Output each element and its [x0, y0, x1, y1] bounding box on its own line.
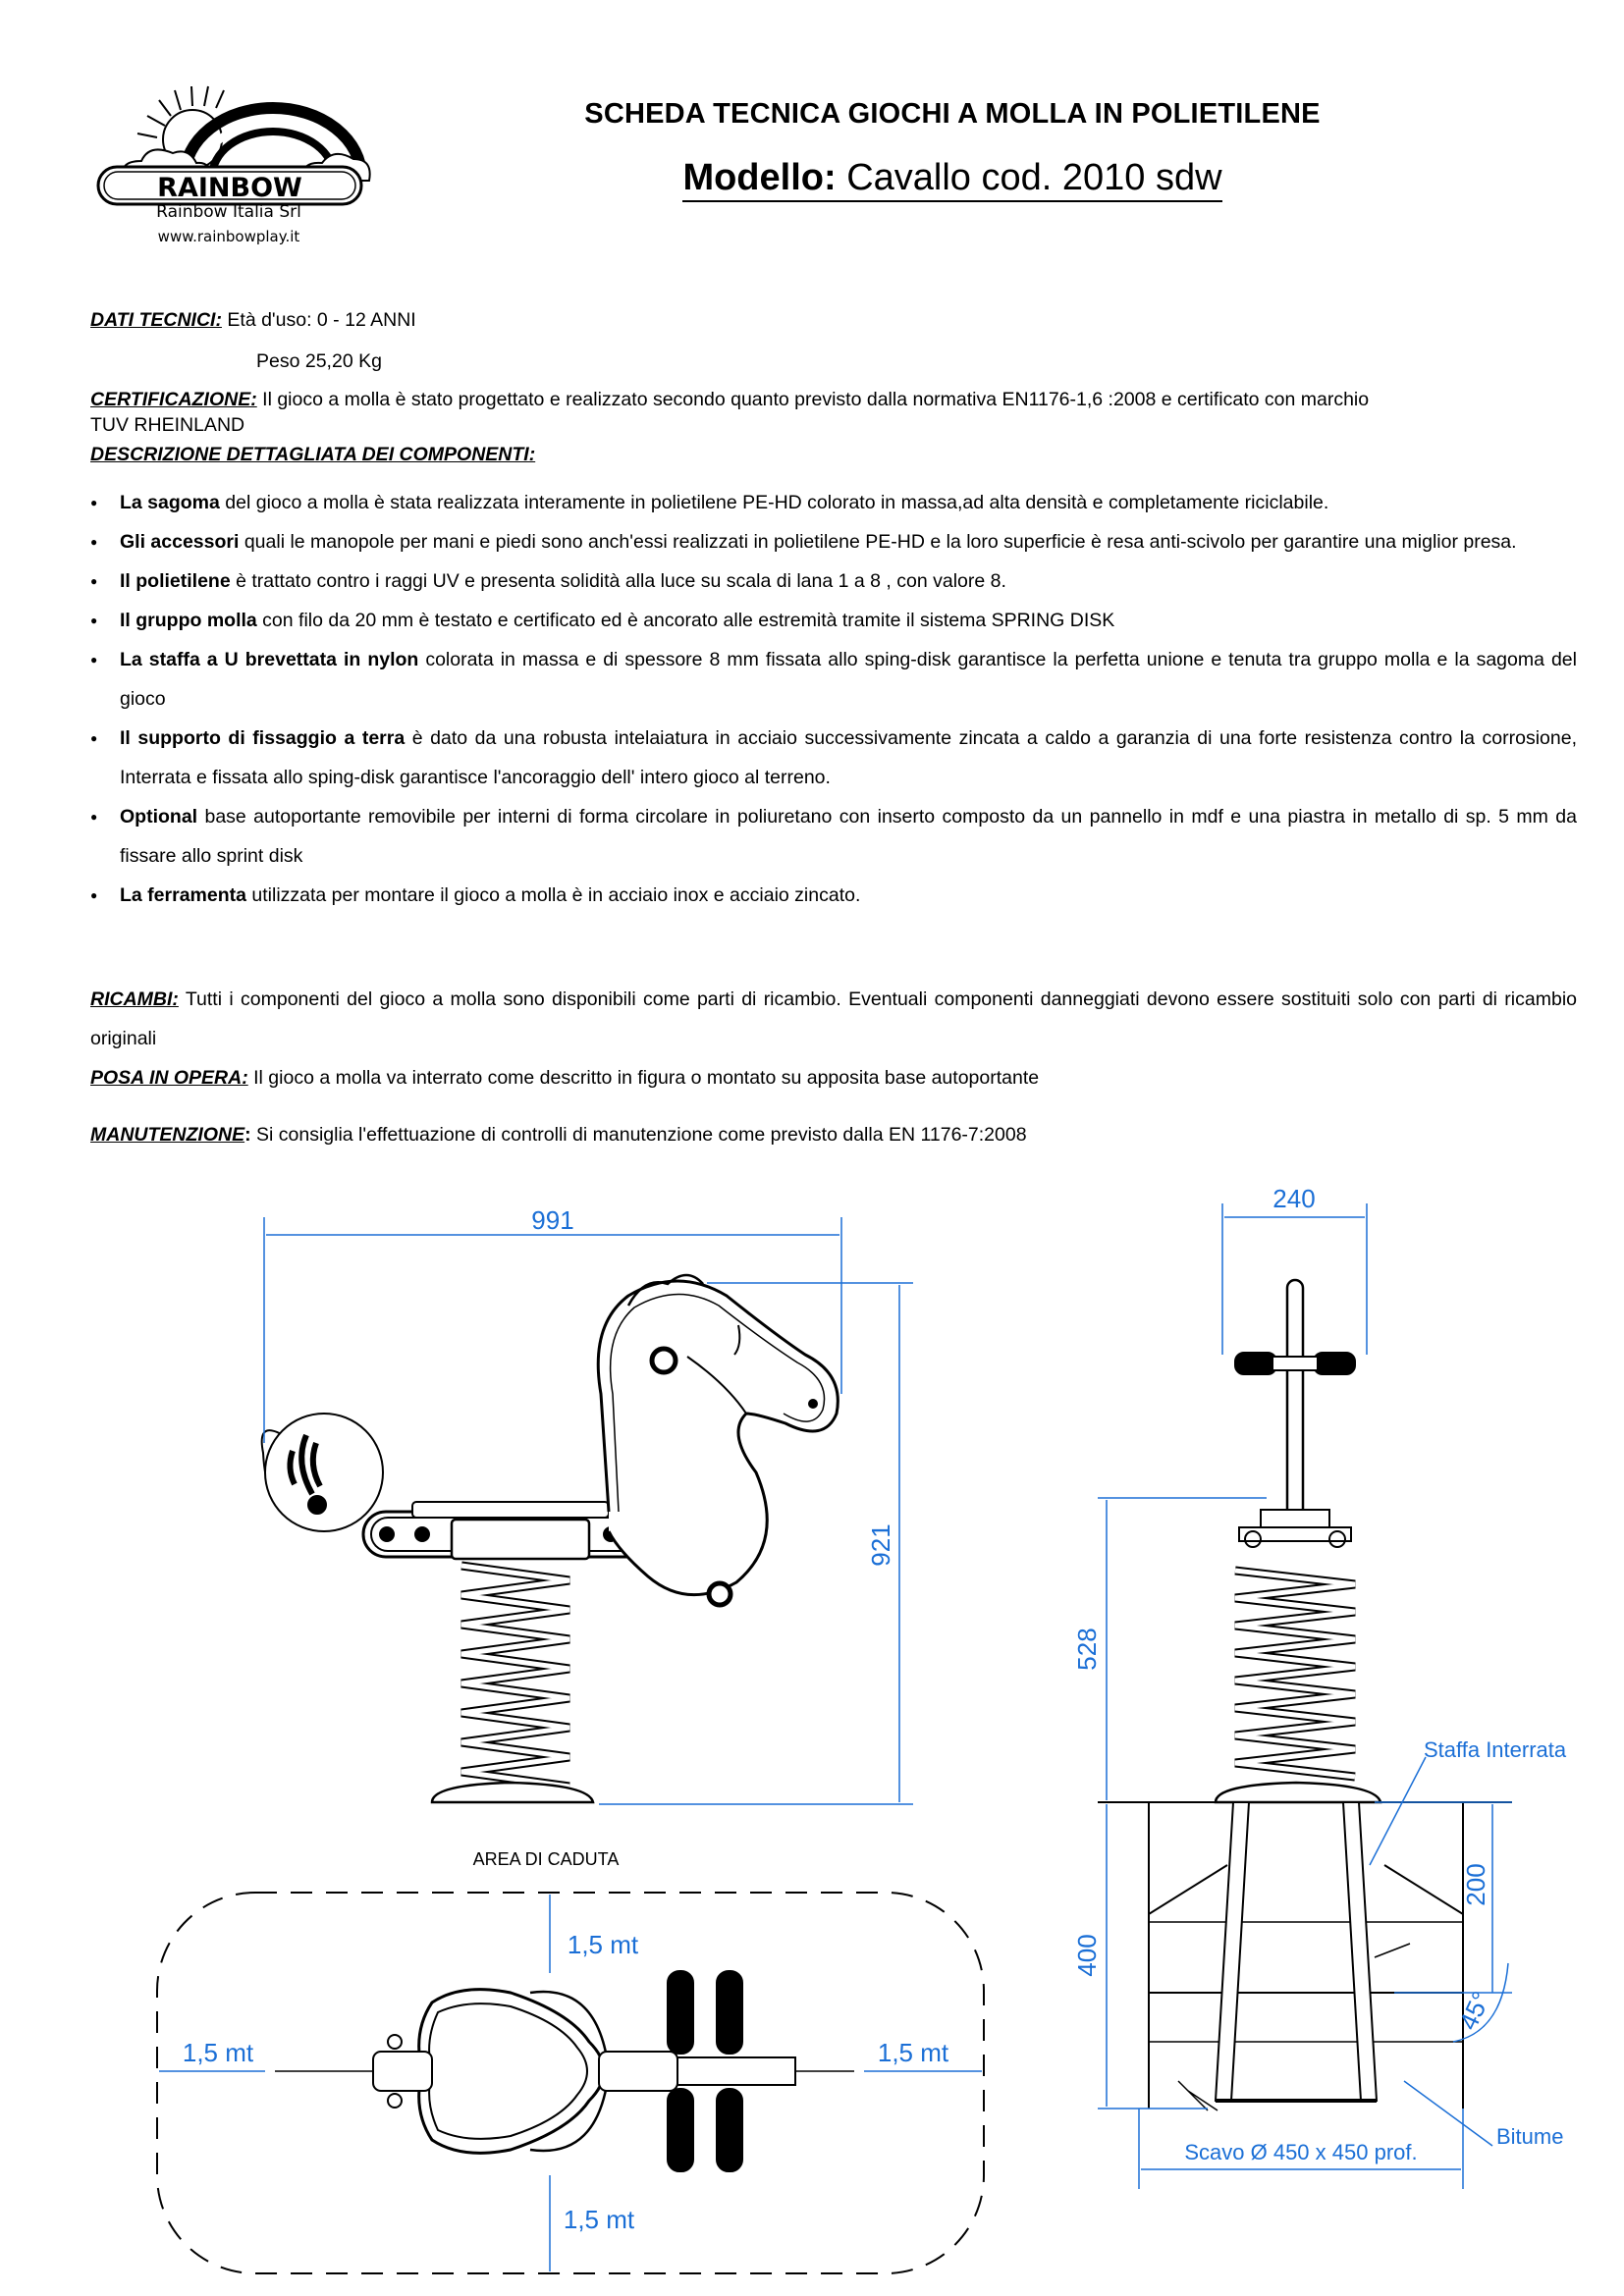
dati-tecnici-row	[90, 306, 1577, 334]
dati-tecnici-label: DATI TECNICI:	[90, 309, 222, 331]
rainbow-logo-icon	[86, 79, 371, 206]
side-view	[1098, 1280, 1512, 2110]
label-scavo: Scavo Ø 450 x 450 prof.	[1184, 2140, 1418, 2164]
list-item: ● Il supporto di fissaggio a terra è dato da una robusta intelaiatura in acciaio successivamente zincata a caldo a garanzia di una forte resistenza contro la corrosione, Interrata e fissata allo sping-disk garantisce l'ancoraggio dell' intero gioco al terreno.	[90, 719, 1577, 797]
manutenzione-text: Si consiglia l'effettuazione di controlli di manutenzione come previsto dalla EN 1176-7:2008	[250, 1124, 1027, 1146]
certificazione-label: CERTIFICAZIONE:	[90, 389, 257, 410]
posa-label: POSA IN OPERA:	[90, 1067, 248, 1089]
label-bitume: Bitume	[1496, 2124, 1564, 2149]
fall-distance-left: 1,5 mt	[182, 2038, 254, 2067]
posa-block	[90, 1058, 1577, 1097]
manutenzione-block: MANUTENZIONE: Si consiglia l'effettuazione di controlli di manutenzione come previsto dalla EN 1176-7:2008	[90, 1124, 1027, 1146]
certificazione-text-2: TUV RHEINLAND	[90, 414, 245, 436]
posa-text: Il gioco a molla va interrato come descritto in figura o montato su apposita base autoportante	[247, 1067, 1040, 1089]
label-staffa-interrata: Staffa Interrata	[1424, 1737, 1567, 1762]
ricambi-block	[90, 980, 1577, 1058]
list-item: ● Optional base autoportante removibile per interni di forma circolare in poliuretano con inserto composto da un pannello in mdf e una piastra in metallo di sp. 5 mm da fissare allo sprint disk	[90, 797, 1577, 876]
fall-distance-top: 1,5 mt	[567, 1930, 639, 1959]
ricambi-text: Tutti i componenti del gioco a molla sono disponibili come parti di ricambio. Eventuali componenti danneggiati devono essere sostituiti solo con parti di ricambio originali	[90, 988, 1577, 1049]
dim-buried-depth: 400	[1072, 1934, 1102, 1977]
dim-angle: 45°	[1452, 1987, 1496, 2035]
ricambi-label: RICAMBI:	[90, 988, 179, 1010]
certificazione-text: Il gioco a molla è stato progettato e realizzato secondo quanto previsto dalla normativa EN1176-1,6 :2008 e certificato con marchio	[256, 389, 1370, 410]
model-value: Cavallo cod. 2010 sdw	[846, 157, 1222, 198]
list-item: ● La staffa a U brevettata in nylon colorata in massa e di spessore 8 mm fissata allo sping-disk garantisce la perfetta unione e tenuta tra gruppo molla e la sagoma del gioco	[90, 640, 1577, 719]
eta-uso: Età d'uso: 0 - 12 ANNI	[227, 309, 416, 331]
components-list	[90, 483, 1577, 915]
manutenzione-label: MANUTENZIONE	[90, 1124, 245, 1146]
list-item: ● Gli accessori quali le manopole per mani e piedi sono anch'essi realizzati in polietilene PE-HD e la loro superficie è resa anti-scivolo per garantire una miglior presa.	[90, 522, 1577, 561]
top-view-horse	[275, 1971, 854, 2171]
model-label: Modello:	[682, 157, 837, 198]
company-name: Rainbow Italia Srl	[156, 202, 301, 222]
fall-distance-right: 1,5 mt	[877, 2038, 949, 2067]
area-caduta-title: AREA DI CADUTA	[472, 1849, 620, 1869]
dim-spring-height: 528	[1072, 1628, 1102, 1671]
descrizione-label: DESCRIZIONE DETTAGLIATA DEI COMPONENTI:	[90, 444, 536, 465]
fall-distance-bottom: 1,5 mt	[563, 2205, 635, 2234]
document-title: SCHEDA TECNICA GIOCHI A MOLLA IN POLIETILENE	[584, 98, 1321, 130]
list-item: ● La ferramenta utilizzata per montare il gioco a molla è in acciaio inox e acciaio zincato.	[90, 876, 1577, 915]
model-heading	[511, 157, 1394, 199]
descrizione-heading	[90, 441, 535, 468]
list-item: ● La sagoma del gioco a molla è stata realizzata interamente in polietilene PE-HD colorato in massa,ad alta densità e completamente riciclabile.	[90, 483, 1577, 522]
dim-height-front: 921	[866, 1523, 895, 1567]
peso: Peso 25,20 Kg	[256, 350, 382, 372]
dim-width-front: 991	[531, 1205, 574, 1235]
company-website: www.rainbowplay.it	[157, 228, 300, 245]
certificazione-block	[90, 387, 1577, 438]
front-view-horse	[262, 1275, 839, 1802]
dim-bracket-depth: 200	[1461, 1863, 1490, 1906]
list-item: ● Il polietilene è trattato contro i raggi UV e presenta solidità alla luce su scala di lana 1 a 8 , con valore 8.	[90, 561, 1577, 601]
logo-wordmark: RAINBOW	[157, 173, 302, 203]
list-item: ● Il gruppo molla con filo da 20 mm è testato e certificato ed è ancorato alle estremità tramite il sistema SPRING DISK	[90, 601, 1577, 640]
technical-drawing	[0, 1168, 1624, 2296]
dim-width-side: 240	[1272, 1184, 1316, 1213]
